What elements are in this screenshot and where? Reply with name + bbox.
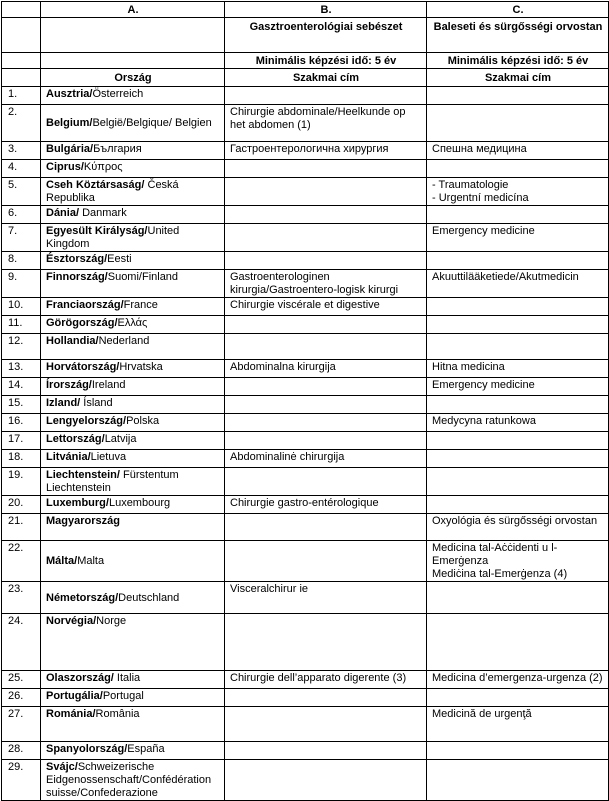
title-b-cell: Gastroenterologinen kirurgia/Gastroentero-logisk kirurgi (225, 270, 427, 298)
table-row (2, 468, 609, 496)
country-cell (41, 316, 225, 334)
country-local-name: Ísland (80, 397, 113, 409)
country-cell (41, 396, 225, 414)
table-row (2, 707, 609, 742)
country-name: Dánia/ (46, 207, 80, 219)
table-row (2, 298, 609, 316)
row-number: 2. (2, 105, 41, 142)
country-local-name: Polska (126, 415, 160, 427)
title-c-cell (427, 206, 609, 224)
country-cell (41, 496, 225, 514)
country-name: Ausztria/ (46, 88, 93, 100)
table-row (2, 514, 609, 541)
specialty-b: Gasztroenterológiai sebészet (225, 18, 427, 53)
title-b-cell (225, 614, 427, 671)
title-b-cell: Chirurgie abdominale/Heelkunde op het abdomen (1) (225, 105, 427, 142)
row-number: 5. (2, 178, 41, 206)
title-c-cell: Medycyna ratunkowa (427, 414, 609, 432)
country-name: Lettország/ (46, 433, 105, 445)
title-b-cell (225, 224, 427, 252)
title-c-cell (427, 450, 609, 468)
title-b-cell (225, 514, 427, 541)
title-c-cell: Hitna medicina (427, 360, 609, 378)
country-header: Ország (41, 69, 225, 87)
row-number: 19. (2, 468, 41, 496)
table-row (2, 224, 609, 252)
country-local-name: United Kingdom (46, 225, 180, 250)
country-name: Litvánia/ (46, 451, 91, 463)
country-cell (41, 142, 225, 160)
table-row (2, 582, 609, 614)
table-row (2, 671, 609, 689)
row-number: 12. (2, 334, 41, 360)
title-b-cell: Chirurgie gastro-entérologique (225, 496, 427, 514)
country-local-name: Malta (77, 555, 105, 567)
country-name: Luxemburg/ (46, 497, 109, 509)
country-local-name: Danmark (79, 207, 127, 219)
title-b-cell (225, 742, 427, 760)
table-row (2, 178, 609, 206)
country-local-name: Hrvatska (119, 361, 163, 373)
country-cell (41, 671, 225, 689)
row-number: 9. (2, 270, 41, 298)
country-local-name: Česká Republika (46, 179, 179, 204)
table-row (2, 160, 609, 178)
title-b-cell (225, 316, 427, 334)
table-row (2, 432, 609, 450)
title-b-cell (225, 206, 427, 224)
title-c-cell: Oxyológia és sürgősségi orvostan (427, 514, 609, 541)
country-name: Románia/ (46, 708, 96, 720)
table-row (2, 760, 609, 801)
row-number: 14. (2, 378, 41, 396)
row-number: 23. (2, 582, 41, 614)
title-b-cell (225, 87, 427, 105)
country-cell (41, 105, 225, 142)
table-row (2, 450, 609, 468)
table-row (2, 414, 609, 432)
country-cell (41, 707, 225, 742)
title-c-cell (427, 432, 609, 450)
row-number: 20. (2, 496, 41, 514)
country-local-name: Italia (113, 672, 141, 684)
table-row (2, 252, 609, 270)
country-cell (41, 614, 225, 671)
title-b-cell (225, 334, 427, 360)
specialty-row (2, 18, 609, 53)
title-b-cell (225, 541, 427, 582)
row-number: 26. (2, 689, 41, 707)
country-cell (41, 270, 225, 298)
title-b-cell (225, 378, 427, 396)
row-number: 10. (2, 298, 41, 316)
title-c-cell (427, 298, 609, 316)
table-row (2, 360, 609, 378)
title-header-c: Szakmai cím (427, 69, 609, 87)
country-name: Izland/ (46, 397, 81, 409)
country-cell (41, 378, 225, 396)
row-number: 27. (2, 707, 41, 742)
country-cell (41, 514, 225, 541)
row-number: 7. (2, 224, 41, 252)
row-number: 1. (2, 87, 41, 105)
country-cell (41, 432, 225, 450)
title-b-cell (225, 468, 427, 496)
country-cell (41, 160, 225, 178)
country-local-name: România (95, 708, 140, 720)
row-number: 25. (2, 671, 41, 689)
country-cell (41, 742, 225, 760)
table-row (2, 689, 609, 707)
country-cell (41, 298, 225, 316)
min-time-c: Minimális képzési idő: 5 év (427, 53, 609, 69)
specialties-table (1, 1, 609, 801)
title-b-cell: Visceralchirur ie (225, 582, 427, 614)
title-b-cell (225, 707, 427, 742)
country-name: Portugália/ (46, 690, 103, 702)
row-number: 22. (2, 541, 41, 582)
table-row (2, 142, 609, 160)
country-cell (41, 582, 225, 614)
title-b-cell (225, 760, 427, 801)
country-local-name: България (93, 143, 142, 155)
title-b-cell: Abdominalinė chirurgija (225, 450, 427, 468)
table-row (2, 496, 609, 514)
country-cell (41, 414, 225, 432)
title-b-cell: Chirurgie dell’apparato digerente (3) (225, 671, 427, 689)
row-number: 15. (2, 396, 41, 414)
country-name: Görögország/ (46, 317, 118, 329)
country-local-name: België/Belgique/ Belgien (92, 117, 212, 129)
country-local-name: Österreich (92, 88, 144, 100)
country-cell (41, 760, 225, 801)
country-name: Spanyolország/ (46, 743, 128, 755)
country-cell (41, 206, 225, 224)
country-name: Hollandia/ (46, 335, 99, 347)
country-local-name: Κύπρος (83, 161, 123, 173)
country-cell (41, 252, 225, 270)
country-local-name: Ελλάς (117, 317, 148, 329)
subheader-row (2, 69, 609, 87)
country-cell (41, 224, 225, 252)
title-c-cell (427, 105, 609, 142)
title-c-cell (427, 334, 609, 360)
row-number: 4. (2, 160, 41, 178)
title-b-cell (225, 160, 427, 178)
table-row (2, 378, 609, 396)
title-c-cell: Emergency medicine (427, 378, 609, 396)
column-c-header: C. (427, 2, 609, 18)
title-b-cell (225, 432, 427, 450)
country-local-name: Nederland (98, 335, 150, 347)
title-c-cell (427, 316, 609, 334)
country-name: Ciprus/ (46, 161, 84, 173)
country-cell (41, 334, 225, 360)
table-row (2, 742, 609, 760)
title-c-cell: Medicină de urgenţă (427, 707, 609, 742)
country-local-name: Deutschland (118, 591, 180, 604)
title-c-cell (427, 496, 609, 514)
country-local-name: Lietuva (90, 451, 127, 463)
country-name: Németország/ (46, 591, 119, 604)
column-a-header: A. (41, 2, 225, 18)
country-local-name: France (123, 299, 158, 311)
title-c-cell (427, 252, 609, 270)
title-c-cell (427, 396, 609, 414)
title-header-b: Szakmai cím (225, 69, 427, 87)
title-b-cell: Гастроентерологична хирургия (225, 142, 427, 160)
title-c-cell: Medicina tal-Aċċidenti u l-Emerġenza Mediċina tal-Emerġenza (4) (427, 541, 609, 582)
country-local-name: Latvija (104, 433, 137, 445)
min-time-b: Minimális képzési idő: 5 év (225, 53, 427, 69)
country-local-name: España (127, 743, 165, 755)
title-c-cell: Emergency medicine (427, 224, 609, 252)
table-row (2, 270, 609, 298)
row-number: 28. (2, 742, 41, 760)
table-row (2, 334, 609, 360)
country-cell (41, 689, 225, 707)
title-c-cell (427, 760, 609, 801)
country-local-name: Schweizerische Eidgenossenschaft/Confédération suisse/Confederazione (46, 761, 212, 799)
title-b-cell (225, 178, 427, 206)
country-local-name: Eesti (107, 253, 132, 265)
title-b-cell (225, 252, 427, 270)
country-local-name: Luxembourg (108, 497, 171, 509)
country-name: Olaszország/ (46, 672, 114, 684)
country-name: Írország/ (46, 379, 92, 391)
country-name: Egyesült Királyság/ (46, 225, 148, 237)
table-row (2, 206, 609, 224)
title-c-cell: Спешна медицина (427, 142, 609, 160)
column-b-header: B. (225, 2, 427, 18)
title-c-cell (427, 689, 609, 707)
country-cell (41, 468, 225, 496)
country-cell (41, 450, 225, 468)
table-row (2, 316, 609, 334)
table-row (2, 541, 609, 582)
country-cell (41, 178, 225, 206)
country-name: Bulgária/ (46, 143, 94, 155)
title-c-cell (427, 468, 609, 496)
table-row (2, 87, 609, 105)
corner-cell (2, 2, 41, 18)
table-row (2, 396, 609, 414)
row-number: 3. (2, 142, 41, 160)
title-c-cell (427, 614, 609, 671)
country-name: Franciaország/ (46, 299, 124, 311)
country-name: Finnország/ (46, 271, 108, 283)
country-name: Liechtenstein/ (46, 469, 120, 481)
country-name: Észtország/ (46, 253, 108, 265)
country-name: Magyarország (46, 515, 120, 527)
country-name: Cseh Köztársaság/ (46, 179, 145, 191)
country-name: Horvátország/ (46, 361, 120, 373)
country-cell (41, 87, 225, 105)
country-local-name: Portugal (102, 690, 144, 702)
title-b-cell (225, 396, 427, 414)
title-c-cell: Akuuttilääketiede/Akutmedicin (427, 270, 609, 298)
row-number: 17. (2, 432, 41, 450)
country-cell (41, 541, 225, 582)
table-row (2, 105, 609, 142)
country-name: Svájc/ (46, 761, 78, 773)
row-number: 16. (2, 414, 41, 432)
row-number: 18. (2, 450, 41, 468)
country-local-name: Norge (96, 615, 127, 627)
country-local-name: Ireland (91, 379, 126, 391)
min-time-row (2, 53, 609, 69)
country-cell (41, 360, 225, 378)
title-c-cell (427, 582, 609, 614)
row-number: 24. (2, 614, 41, 671)
country-name: Belgium/ (46, 117, 93, 129)
specialty-c: Baleseti és sürgősségi orvostan (427, 18, 609, 53)
title-c-cell (427, 160, 609, 178)
row-number: 11. (2, 316, 41, 334)
country-name: Norvégia/ (46, 615, 97, 627)
title-c-cell: - Traumatologie - Urgentní medicína (427, 178, 609, 206)
title-c-cell: Medicina d’emergenza-urgenza (2) (427, 671, 609, 689)
row-number: 21. (2, 514, 41, 541)
country-local-name: Fürstentum Liechtenstein (46, 469, 179, 494)
title-c-cell (427, 742, 609, 760)
title-c-cell (427, 87, 609, 105)
country-local-name: Suomi/Finland (107, 271, 179, 283)
row-number: 29. (2, 760, 41, 801)
title-b-cell (225, 414, 427, 432)
row-number: 13. (2, 360, 41, 378)
title-b-cell: Abdominalna kirurgija (225, 360, 427, 378)
title-b-cell: Chirurgie viscérale et digestive (225, 298, 427, 316)
row-number: 6. (2, 206, 41, 224)
column-letter-row (2, 2, 609, 18)
country-name: Málta/ (46, 555, 78, 567)
title-b-cell (225, 689, 427, 707)
row-number: 8. (2, 252, 41, 270)
table-row (2, 614, 609, 671)
country-name: Lengyelország/ (46, 415, 127, 427)
